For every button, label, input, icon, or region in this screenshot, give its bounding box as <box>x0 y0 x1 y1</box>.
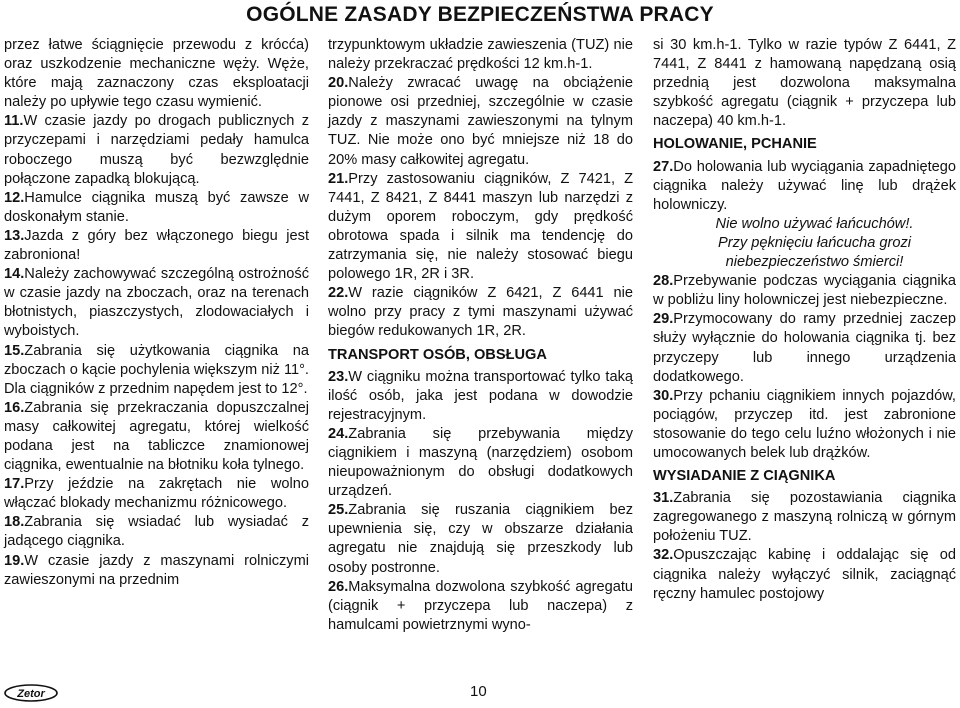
rule-text: Należy zwracać uwagę na obciążenie pionowe osi przedniej, szczególnie w czasie jazdy z maszynami zawieszonymi na tylnym TUZ. Nie może ono być mniejsze niż 18 do 20% masy całkowitej agregatu. <box>328 75 633 168</box>
rule-number: 22. <box>328 285 349 302</box>
column-right <box>653 36 956 604</box>
rule-number: 23. <box>328 368 349 385</box>
rule-number: 29. <box>653 311 674 328</box>
rule-number: 12. <box>4 189 25 206</box>
rule-number: 14. <box>4 266 25 283</box>
rule-number: 28. <box>653 273 674 290</box>
rule-text: Zabrania się użytkowania ciągnika na zboczach o kącie pochylenia większym niż 11°. Dla ciągników z przednim napędem jest to 12°. <box>4 342 309 397</box>
rule-number: 26. <box>328 578 349 595</box>
rule-29 <box>653 310 956 386</box>
rule-text: Przy jeździe na zakrętach nie wolno włączać blokady mechanizmu różnicowego. <box>4 476 309 512</box>
section-heading: HOLOWANIE, PCHANIE <box>653 136 817 153</box>
rule-12 <box>4 189 309 227</box>
rule-text: Jazda z góry bez włączonego biegu jest zabroniona! <box>4 227 309 264</box>
page-title: OGÓLNE ZASADY BEZPIECZEŃSTWA PRACY <box>246 3 714 26</box>
rule-14 <box>4 265 309 341</box>
rule-number: 16. <box>4 399 25 416</box>
rule-23 <box>328 368 633 425</box>
rule-27 <box>653 158 956 215</box>
rule-13 <box>4 227 309 265</box>
rule-number: 18. <box>4 514 25 531</box>
rule-text: Do holowania lub wyciągania zapadniętego ciągnika należy używać linę lub drążek holowniczy. <box>653 158 956 213</box>
rule-number: 30. <box>653 387 674 404</box>
rule-21 <box>328 170 633 285</box>
rule-text: W ciągniku można transportować tylko taką ilość osób, jaka jest podana w dowodzie rejestracyjnym. <box>328 368 633 423</box>
rule-31 <box>653 489 956 546</box>
rule-text: Zabrania się ruszania ciągnikiem bez upewnienia się, czy w obszarze działania agregatu nie znajdują się przeszkody lub osoby postronne. <box>328 502 633 576</box>
rule-number: 11. <box>4 113 24 130</box>
column-left <box>4 36 309 590</box>
rule-24 <box>328 425 633 501</box>
rule-22 <box>328 284 633 341</box>
rule-number: 15. <box>4 342 25 359</box>
section-heading: TRANSPORT OSÓB, OBSŁUGA <box>328 346 547 363</box>
zetor-logo <box>4 684 58 702</box>
rule-30 <box>653 387 956 463</box>
rule-text: Maksymalna dozwolona szybkość agregatu (ciągnik + przyczepa lub naczepa) z hamulcami powietrznymi wyno- <box>328 578 633 633</box>
rule-text: Zabrania się wsiadać lub wysiadać z jadącego ciągnika. <box>4 514 309 550</box>
rule-number: 31. <box>653 490 674 507</box>
rule-text: Zabrania się pozostawiania ciągnika zagregowanego z maszyną rolniczą w górnym położeniu TUZ. <box>653 490 956 545</box>
rule-18 <box>4 513 309 551</box>
rule-text: Przebywanie podczas wyciągania ciągnika w pobliżu liny holowniczej jest niebezpieczne. <box>653 273 956 309</box>
rule-16 <box>4 399 309 475</box>
rule-19 <box>4 552 309 590</box>
rule-text: Zabrania się przekraczania dopuszczalnej masy całkowitej agregatu, której wielkość podana jest na tabliczce znamionowej ciągnika, ewentualnie na błotniku koła tylnego. <box>4 399 309 474</box>
rule-text: Przymocowany do ramy przedniej zaczep służy wyłącznie do holowania ciągnika tj. bez przyczepy lub innego urządzenia dodatkowego. <box>653 311 956 385</box>
rule-number: 27. <box>653 158 674 175</box>
paragraph <box>4 36 309 112</box>
rule-number: 19. <box>4 552 25 569</box>
rule-11 <box>4 112 309 188</box>
rule-text: Należy zachowywać szczególną ostrożność w czasie jazdy na zboczach, oraz na terenach błotnistych, piaszczystych, zlodowaciałych i wyboistych. <box>4 266 309 340</box>
rule-number: 25. <box>328 502 349 519</box>
rule-32 <box>653 546 956 603</box>
rule-26 <box>328 578 633 635</box>
rule-number: 32. <box>653 547 674 564</box>
rule-20 <box>328 74 633 169</box>
paragraph: trzypunktowym układzie zawieszenia (TUZ) nie należy przekraczać prędkości 12 km.h-1. <box>328 37 633 73</box>
rule-text: W czasie jazdy z maszynami rolniczymi zawieszonymi na przednim <box>4 552 309 588</box>
rule-text: Hamulce ciągnika muszą być zawsze w doskonałym stanie. <box>4 189 309 225</box>
rule-number: 20. <box>328 75 349 92</box>
rule-25 <box>328 501 633 577</box>
rule-15 <box>4 342 309 399</box>
warning-line: Nie wolno używać łańcuchów!. <box>715 215 914 232</box>
logo-text: Zetor <box>17 688 45 700</box>
section-heading: WYSIADANIE Z CIĄGNIKA <box>653 468 836 485</box>
column-middle <box>328 36 633 635</box>
page-number: 10 <box>470 683 487 700</box>
rule-17 <box>4 475 309 513</box>
rule-number: 13. <box>4 227 25 244</box>
warning-line: Przy pęknięciu łańcucha grozi niebezpieczeństwo śmierci! <box>717 234 912 271</box>
rule-text: W czasie jazdy po drogach publicznych z przyczepami i narzędziami pedały hamulca roboczego muszą być bezwzględnie połączone zapadką blokującą. <box>4 113 309 187</box>
rule-number: 17. <box>4 476 25 493</box>
rule-text: Zabrania się przebywania między ciągnikiem i maszyną (narzędziem) osobom nieupoważnionym do obsługi dodatkowych urządzeń. <box>328 425 633 500</box>
rule-number: 24. <box>328 425 349 442</box>
paragraph: si 30 km.h-1. Tylko w razie typów Z 6441, Z 7441, Z 8441 z hamowaną napędzaną osią przednią jest dozwolona maksymalna szybkość agregatu (ciągnik + przyczepa lub naczepa) 40 km.h-1. <box>653 37 956 130</box>
rule-text: Przy zastosowaniu ciągników, Z 7421, Z 7441, Z 8421, Z 8441 maszyn lub narzędzi z dużym oporem roboczym, gdy prędkość obrotowa spada i silnik ma tendencję do zatrzymania się, nie należy stosować biegu polowego 1R, 2R i 3R. <box>328 170 633 283</box>
rule-text: W razie ciągników Z 6421, Z 6441 nie wolno przy pracy z tymi maszynami używać biegów redukowanych 1R, 2R. <box>328 285 633 340</box>
rule-28 <box>653 272 956 310</box>
paragraph-text: przez łatwe ściągnięcie przewodu z krócća) oraz uszkodzenie mechaniczne węży. Węże, które mają zaznaczony czas eksploatacji należy po upływie tego czasu wymienić. <box>4 37 309 111</box>
rule-number: 21. <box>328 170 349 187</box>
rule-text: Przy pchaniu ciągnikiem innych pojazdów, pociągów, przyczep itd. jest zabronione stosowanie do tego celu luźno włożonych i nie umocowanych belek lub drążków. <box>653 387 956 461</box>
rule-text: Opuszczając kabinę i oddalając się od ciągnika należy wyłączyć silnik, zaciągnąć ręczny hamulec postojowy <box>653 547 956 602</box>
